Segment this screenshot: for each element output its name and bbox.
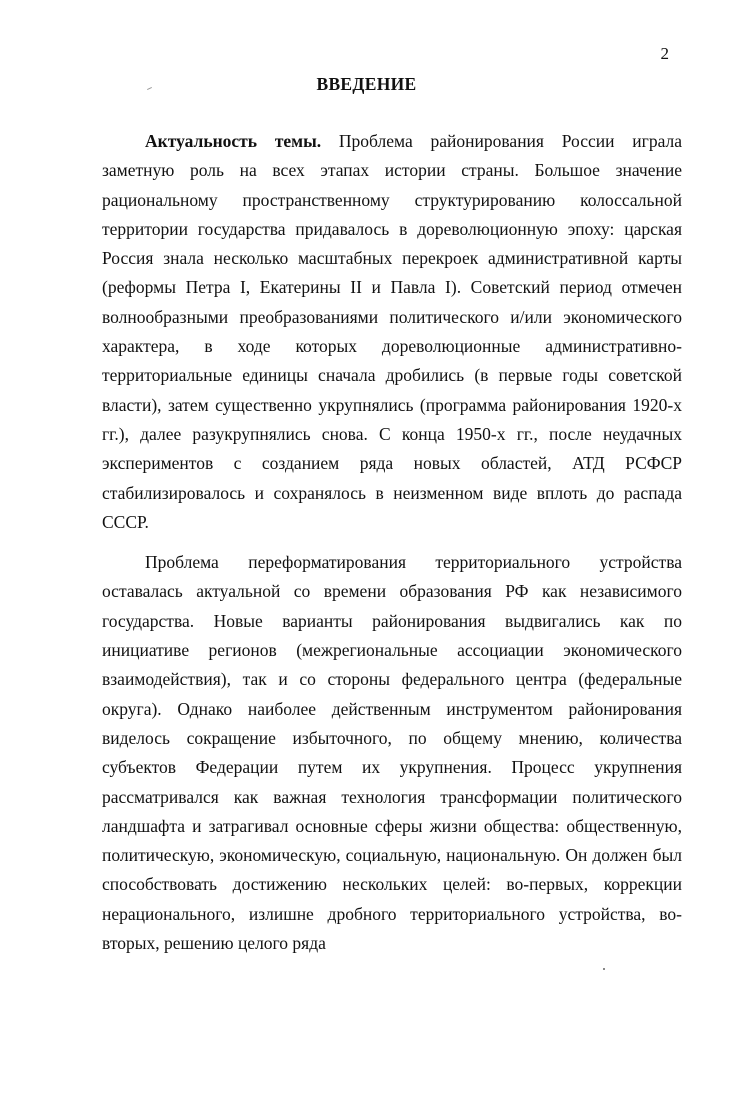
body-text (102, 127, 682, 958)
page-number: 2 (660, 44, 669, 63)
paragraph-lead: Актуальность темы. (145, 131, 322, 151)
section-heading: ВВЕДЕНИЕ (316, 74, 417, 94)
paragraph-text: Проблема районирования России играла заметную роль на всех этапах истории страны. Большое значение рациональному пространственному структурированию колоссальной территории государства придавалось в дореволюционную эпоху: царская Россия знала несколько масштабных перекроек административной карты (реформы Петра I, Екатерины II и Павла I). Советский период отмечен волнообразными преобразованиями политического и/или экономического характера, в ходе которых дореволюционные административно-территориальные единицы сначала дробились (в первые годы советской власти), затем существенно укрупнялись (программа районирования 1920-х гг.), далее разукрупнялись снова. С конца 1950-х гг., после неудачных экспериментов с созданием ряда новых областей, АТД РСФСР стабилизировалось и сохранялось в неизменном виде вплоть до распада СССР. (102, 131, 682, 532)
paragraph-reformatting (102, 548, 682, 958)
speck-mark (603, 968, 605, 970)
paragraph-text: Проблема переформатирования территориального устройства оставалась актуальной со времени образования РФ как независимого государства. Новые варианты районирования выдвигались как по инициативе регионов (межрегиональные ассоциации экономического взаимодействия), так и со стороны федерального центра (федеральные округа). Однако наиболее действенным инструментом районирования виделось сокращение избыточного, по общему мнению, количества субъектов Федерации путем их укрупнения. Процесс укрупнения рассматривался как важная технология трансформации политического ландшафта и затрагивал основные сферы жизни общества: общественную, политическую, экономическую, социальную, национальную. Он должен был способствовать достижению нескольких целей: во-первых, коррекции нерационального, излишне дробного территориального устройства, во-вторых, решению целого ряда (102, 552, 682, 954)
paragraph-relevance (102, 127, 682, 537)
